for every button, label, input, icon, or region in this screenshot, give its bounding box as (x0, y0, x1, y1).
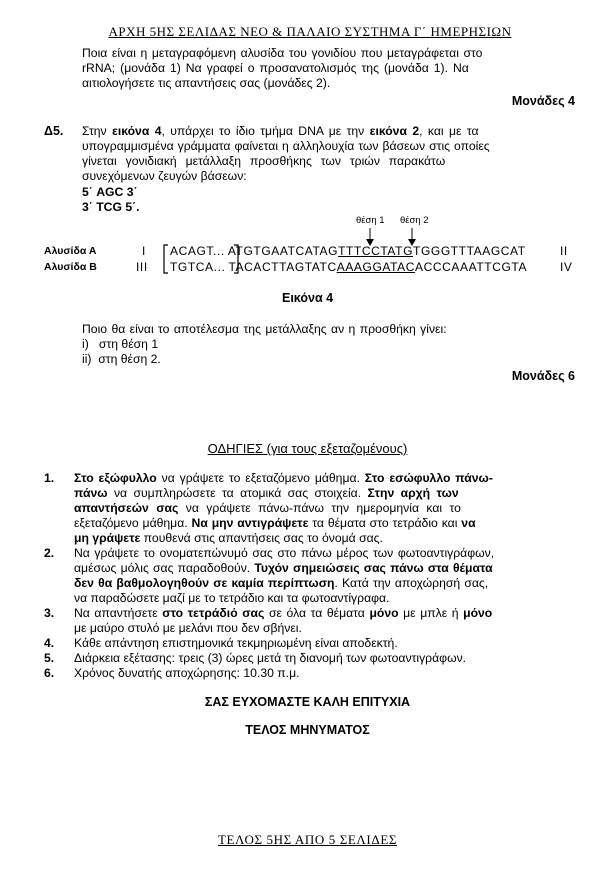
d5-figure-ref: εικόνα 4 (112, 124, 162, 138)
instruction-text: αμέσως μόλις σας παραδοθούν. (74, 561, 255, 575)
instruction-number: 2. (44, 546, 55, 560)
question-number: Δ5. (44, 124, 64, 138)
strand-b-sequence (170, 260, 527, 274)
instruction-emph: Να μην αντιγράψετε (191, 516, 309, 530)
page-header: ΑΡΧΗ 5ΗΣ ΣΕΛΙΔΑΣ ΝΕΟ & ΠΑΛΑΙΟ ΣΥΣΤΗΜΑ Γ΄ ΗΜΕΡΗΣΙΩΝ (108, 24, 512, 39)
roman-numeral: I (142, 244, 146, 258)
instruction-line (74, 606, 584, 621)
instruction-line: Διάρκεια εξέτασης: τρεις (3) ώρες μετά τη διανομή των φωτοαντιγράφων. (74, 651, 467, 665)
roman-numeral: II (560, 244, 568, 258)
seq-segment: ACCCAAATTCGTA (415, 260, 528, 274)
question-line: Ποια είναι η μεταγραφόμενη αλυσίδα του γονιδίου που μεταγράφεται στο (82, 46, 483, 60)
instruction-line: Χρόνος δυνατής αποχώρησης: 10.30 π.μ. (74, 666, 300, 680)
instruction-line (74, 471, 584, 486)
d5-line: υπογραμμισμένα γράμματα φαίνεται η αλληλουχία των βάσεων στις οποίες (82, 139, 490, 153)
instruction-emph: μόνο (463, 606, 493, 620)
seq-mutation-site: TTTCCTATG (338, 244, 414, 258)
instruction-item (74, 606, 584, 636)
instruction-number: 1. (44, 471, 55, 485)
question-line: rRNA; (μονάδα 1) Να γραφεί ο προσανατολισμός της (μονάδα 1). Να (82, 61, 469, 75)
seq-segment: ATGTGAATCATAG (227, 244, 339, 258)
instruction-text: τα θέματα στο τετράδιο και (308, 516, 462, 530)
figure-caption: Εικόνα 4 (282, 291, 334, 305)
instruction-emph: πάνω (74, 486, 108, 500)
instruction-text: με μπλε ή (398, 606, 464, 620)
instruction-emph: Στο εξώφυλλο (74, 471, 157, 485)
instruction-line (74, 531, 584, 546)
instruction-emph: στο τετράδιό σας (162, 606, 265, 620)
instruction-line: Κάθε απάντηση επιστημονικά τεκμηριωμένη είναι αποδεκτή. (74, 636, 398, 650)
d5-line: γίνεται γονιδιακή μετάλλαξη προσθήκης των τριών παρακάτω (82, 154, 446, 168)
instruction-text: εξεταζόμενο μάθημα. (74, 516, 192, 530)
position-2-label: θέση 2 (400, 215, 429, 226)
roman-numeral: III (136, 260, 148, 274)
seq-segment: TGTCA... (170, 260, 226, 274)
instruction-emph: Στην αρχή των (367, 486, 459, 500)
instruction-text: σε όλα τα θέματα (264, 606, 370, 620)
subquestion-option: ii) στη θέση 2. (82, 352, 161, 366)
instruction-line (74, 576, 584, 591)
closing-wish: ΣΑΣ ΕΥΧΟΜΑΣΤΕ ΚΑΛΗ ΕΠΙΤΥΧΙΑ (204, 695, 411, 709)
d5-subquestion (82, 322, 582, 367)
instruction-item (74, 546, 584, 606)
strand-b-label: Αλυσίδα Β (44, 261, 97, 273)
end-of-message: ΤΕΛΟΣ ΜΗΝΥΜΑΤΟΣ (245, 723, 370, 737)
marks-label: Μονάδες 6 (511, 369, 575, 383)
instruction-number: 4. (44, 636, 55, 650)
instruction-line: Να γράψετε το ονοματεπώνυμό σας στο πάνω μέρος των φωτοαντιγράφων, (74, 546, 495, 560)
left-bracket (164, 245, 168, 273)
subquestion-option: i) στη θέση 1 (82, 337, 159, 351)
d5-figure-ref: εικόνα 2 (369, 124, 420, 138)
marks-label: Μονάδες 4 (511, 94, 575, 108)
instruction-emph: μόνο (369, 606, 399, 620)
instruction-text: να γράψετε το εξεταζόμενο μάθημα. (156, 471, 365, 485)
seq-segment: TGGGTTTAAGCAT (413, 244, 526, 258)
instruction-emph: μη γράψετε (74, 531, 141, 545)
d5-text-part: , υπάρχει το ίδιο τμήμα DNA με την (161, 124, 370, 138)
question-line: αιτιολογήσετε τις απαντήσεις σας (μονάδες 2). (82, 76, 331, 90)
instruction-line (74, 486, 584, 501)
instruction-line: να παραδώσετε μαζί με το τετράδιο και τα φωτοαντίγραφα. (74, 591, 390, 605)
instruction-line (74, 501, 584, 516)
instruction-emph: Στο εσώφυλλο πάνω- (364, 471, 493, 485)
instruction-line (74, 516, 584, 531)
instruction-text: Να απαντήσετε (74, 606, 163, 620)
instructions-title: ΟΔΗΓΙΕΣ (για τους εξεταζομένους) (207, 441, 408, 456)
instruction-text: . Κατά την αποχώρησή σας, (334, 576, 489, 590)
instruction-number: 6. (44, 666, 55, 680)
instruction-text: να συμπληρώσετε τα ατομικά σας στοιχεία. (107, 486, 368, 500)
position-1-label: θέση 1 (356, 215, 385, 226)
seq-mutation-site: AAAGGATAC (336, 260, 416, 274)
d5-text-part: Στην (82, 124, 113, 138)
instruction-text: να γράψετε πάνω-πάνω την ημερομηνία και το (178, 501, 461, 515)
seq-segment: TACACTTAGTATC (228, 260, 337, 274)
instruction-number: 5. (44, 651, 55, 665)
base-pair-line: 3΄ TCG 5΄. (82, 200, 140, 214)
instruction-emph: απαντήσεών σας (74, 501, 179, 515)
strand-a-sequence (170, 244, 526, 258)
seq-segment: ACAGT... (170, 244, 225, 258)
d5-line: συνεχόμενων ζευγών βάσεων: (82, 169, 247, 183)
instruction-number: 3. (44, 606, 55, 620)
strand-a-label: Αλυσίδα Α (44, 245, 97, 257)
instruction-line (74, 561, 584, 576)
instruction-item (74, 471, 584, 546)
instruction-text: πουθενά στις απαντήσεις σας το όνομά σας. (140, 531, 383, 545)
roman-numeral: IV (560, 260, 573, 274)
subquestion-line: Ποιο θα είναι το αποτέλεσμα της μετάλλαξης αν η προσθήκη γίνει: (82, 322, 447, 336)
instruction-line: με μαύρο στυλό με μελάνι που δεν σβήνει. (74, 621, 302, 635)
instruction-emph: δεν θα βαθμολογηθούν σε καμία περίπτωση (74, 576, 335, 590)
instruction-emph: να (461, 516, 476, 530)
base-pair-line: 5΄ AGC 3΄ (82, 185, 138, 199)
page-footer: ΤΕΛΟΣ 5ΗΣ ΑΠΟ 5 ΣΕΛΙΔΕΣ (217, 832, 398, 847)
d5-text-part: , και με τα (419, 124, 479, 138)
instruction-emph: Τυχόν σημειώσεις σας πάνω στα θέματα (254, 561, 493, 575)
